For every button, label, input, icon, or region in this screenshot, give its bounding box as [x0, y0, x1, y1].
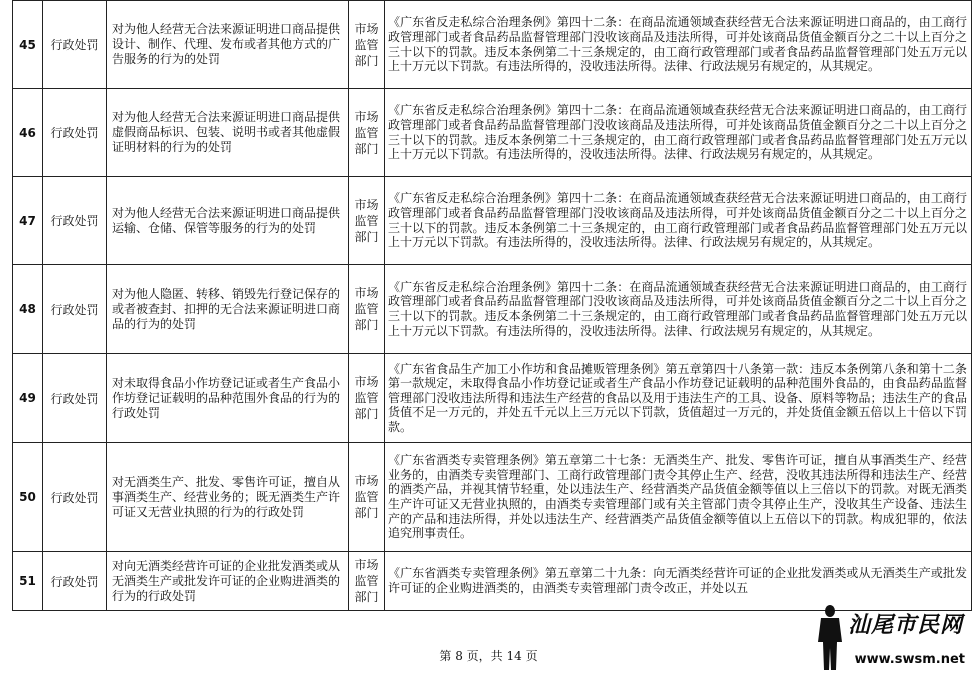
row-type: 行政处罚	[43, 89, 107, 177]
row-item: 对向无酒类经营许可证的企业批发酒类或从无酒类生产或批发许可证的企业购进酒类的行为的行政处罚	[107, 552, 349, 611]
row-number: 45	[13, 1, 43, 89]
row-item: 对为他人经营无合法来源证明进口商品提供虚假商品标识、包装、说明书或者其他虚假证明材料的行为的处罚	[107, 89, 349, 177]
penalty-table	[12, 0, 972, 611]
table-row	[13, 354, 972, 443]
person-silhouette-icon	[815, 604, 845, 672]
row-item: 对为他人经营无合法来源证明进口商品提供设计、制作、代理、发布或者其他方式的广告服务的行为的处罚	[107, 1, 349, 89]
row-department: 市场监管部门	[349, 265, 385, 354]
row-number: 46	[13, 89, 43, 177]
row-department: 市场监管部门	[349, 1, 385, 89]
row-legal-basis: 《广东省酒类专卖管理条例》第五章第二十七条：无酒类生产、批发、零售许可证，擅自从事酒类生产、经营业务的，由酒类专卖管理部门、工商行政管理部门责令其停止生产、经营，没收其违法所得和违法生产、经营的酒类产品，并视其情节轻重，处以违法生产、经营酒类产品货值金额等值以上三倍以下的罚款。对既无酒类生产许可证又无营业执照的，由酒类专卖管理部门或有关主管部门责令其停止生产，没收其生产设备、违法生产的产品和违法所得，并处以违法生产、经营酒类产品货值金额等值以上五倍以下的罚款。构成犯罪的，依法追究刑事责任。	[385, 443, 972, 552]
table-row	[13, 89, 972, 177]
row-legal-basis: 《广东省反走私综合治理条例》第四十二条：在商品流通领域查获经营无合法来源证明进口商品的，由工商行政管理部门或者食品药品监督管理部门没收该商品及违法所得，可并处该商品货值金额百分之二十以上百分之三十以下的罚款。违反本条例第二十三条规定的，由工商行政管理部门或者食品药品监督管理部门处五万元以上十万元以下罚款。有违法所得的，没收违法所得。法律、行政法规另有规定的，从其规定。	[385, 265, 972, 354]
table-row	[13, 1, 972, 89]
row-number: 49	[13, 354, 43, 443]
row-legal-basis: 《广东省反走私综合治理条例》第四十二条：在商品流通领域查获经营无合法来源证明进口商品的，由工商行政管理部门或者食品药品监督管理部门没收该商品及违法所得，可并处该商品货值金额百分之二十以上百分之三十以下的罚款。违反本条例第二十三条规定的，由工商行政管理部门或者食品药品监督管理部门处五万元以上十万元以下罚款。有违法所得的，没收违法所得。法律、行政法规另有规定的，从其规定。	[385, 177, 972, 265]
row-type: 行政处罚	[43, 552, 107, 611]
row-legal-basis: 《广东省反走私综合治理条例》第四十二条：在商品流通领域查获经营无合法来源证明进口商品的，由工商行政管理部门或者食品药品监督管理部门没收该商品及违法所得，可并处该商品货值金额百分之二十以上百分之三十以下的罚款。违反本条例第二十三条规定的，由工商行政管理部门或者食品药品监督管理部门处五万元以上十万元以下罚款。有违法所得的，没收违法所得。法律、行政法规另有规定的，从其规定。	[385, 1, 972, 89]
document-table-wrapper	[12, 0, 972, 611]
watermark-url: www.swsm.net	[854, 652, 965, 667]
row-department: 市场监管部门	[349, 354, 385, 443]
row-number: 48	[13, 265, 43, 354]
row-department: 市场监管部门	[349, 177, 385, 265]
row-item: 对为他人隐匿、转移、销毁先行登记保存的或者被查封、扣押的无合法来源证明进口商品的行为的处罚	[107, 265, 349, 354]
row-type: 行政处罚	[43, 443, 107, 552]
table-row	[13, 552, 972, 611]
row-item: 对无酒类生产、批发、零售许可证，擅自从事酒类生产、经营业务的；既无酒类生产许可证又无营业执照的行为的行政处罚	[107, 443, 349, 552]
row-department: 市场监管部门	[349, 552, 385, 611]
row-type: 行政处罚	[43, 354, 107, 443]
table-body	[13, 1, 972, 611]
row-legal-basis: 《广东省反走私综合治理条例》第四十二条：在商品流通领域查获经营无合法来源证明进口商品的，由工商行政管理部门或者食品药品监督管理部门没收该商品及违法所得，可并处该商品货值金额百分之二十以上百分之三十以下的罚款。违反本条例第二十三条规定的，由工商行政管理部门或者食品药品监督管理部门处五万元以上十万元以下罚款。有违法所得的，没收违法所得。法律、行政法规另有规定的，从其规定。	[385, 89, 972, 177]
row-department: 市场监管部门	[349, 443, 385, 552]
row-type: 行政处罚	[43, 177, 107, 265]
row-department: 市场监管部门	[349, 89, 385, 177]
row-legal-basis: 《广东省酒类专卖管理条例》第五章第二十九条：向无酒类经营许可证的企业批发酒类或从无酒类生产或批发许可证的企业购进酒类的，由酒类专卖管理部门责令改正，并处以五	[385, 552, 972, 611]
row-item: 对为他人经营无合法来源证明进口商品提供运输、仓储、保管等服务的行为的处罚	[107, 177, 349, 265]
row-number: 51	[13, 552, 43, 611]
row-item: 对未取得食品小作坊登记证或者生产食品小作坊登记证载明的品种范围外食品的行为的行政处罚	[107, 354, 349, 443]
table-row	[13, 443, 972, 552]
row-legal-basis: 《广东省食品生产加工小作坊和食品摊贩管理条例》第五章第四十八条第一款：违反本条例第八条和第十二条第一款规定，未取得食品小作坊登记证或者生产食品小作坊登记证载明的品种范围外食品的，由食品药品监督管理部门没收违法所得和违法生产经营的食品以及用于违法生产的工具、设备、原料等物品；违法生产的食品货值不足一万元的，并处五千元以上三万元以下罚款，货值超过一万元的，并处货值金额五倍以上十倍以下罚款。	[385, 354, 972, 443]
row-number: 50	[13, 443, 43, 552]
row-number: 47	[13, 177, 43, 265]
row-type: 行政处罚	[43, 265, 107, 354]
row-type: 行政处罚	[43, 1, 107, 89]
watermark-logo-text: 汕尾市民网	[847, 612, 963, 638]
table-row	[13, 177, 972, 265]
page-footer: 第 8 页，共 14 页	[439, 649, 538, 663]
table-row	[13, 265, 972, 354]
